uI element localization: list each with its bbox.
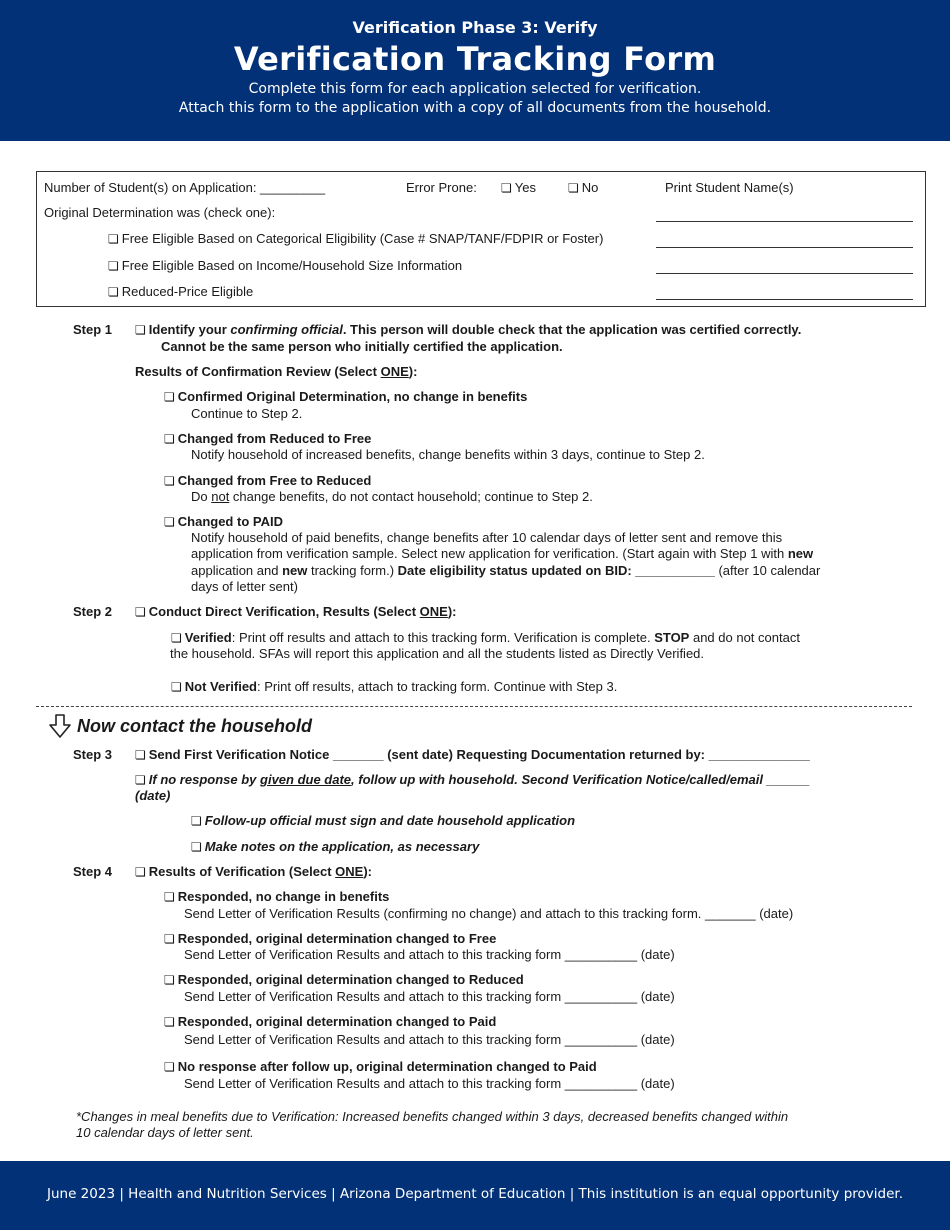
orig-determination-label: Original Determination was (check one): bbox=[44, 205, 276, 220]
num-students-field[interactable]: Number of Student(s) on Application: _________ bbox=[44, 180, 326, 195]
step-2-label: Step 2 bbox=[73, 604, 113, 619]
subtitle-2: Attach this form to the application with a copy of all documents from the household. bbox=[178, 100, 772, 116]
paid-desc-line-3 bbox=[191, 563, 820, 579]
paid-l3-new: new bbox=[282, 563, 308, 578]
free-to-reduced-desc bbox=[191, 489, 593, 505]
reduced-price-checkbox[interactable]: ❏ Reduced-Price Eligible bbox=[108, 284, 253, 300]
step-2-c: ): bbox=[447, 604, 457, 619]
no-response-checkbox[interactable]: ❏ No response after follow up, original determination changed to Paid bbox=[164, 1059, 597, 1075]
ftr-c: change benefits, do not contact household; continue to Step 2. bbox=[229, 489, 593, 504]
s4-one: ONE bbox=[335, 864, 364, 879]
changed-paid-desc: Send Letter of Verification Results and attach to this tracking form __________ (date) bbox=[184, 1032, 675, 1047]
free-to-reduced-checkbox[interactable]: ❏ Changed from Free to Reduced bbox=[164, 473, 371, 489]
footer-text: June 2023 | Health and Nutrition Services | Arizona Department of Education | This institution is an equal opportunity provider. bbox=[46, 1186, 904, 1202]
step-1-text-a: Identify your bbox=[148, 322, 231, 337]
student-name-line-3[interactable] bbox=[656, 273, 913, 274]
paid-desc-line-2 bbox=[191, 546, 813, 562]
bid-date-field[interactable]: Date eligibility status updated on BID: ___________ bbox=[397, 563, 715, 578]
verified-line-2: the household. SFAs will report this application and all the students listed as Directly Verified. bbox=[170, 646, 705, 661]
paid-l2-new: new bbox=[787, 546, 814, 561]
error-prone-yes-checkbox[interactable]: ❏ Yes bbox=[501, 180, 536, 196]
not-verified-title: Not Verified bbox=[184, 679, 258, 694]
section-divider bbox=[36, 706, 912, 707]
changed-reduced-checkbox[interactable]: ❏ Responded, original determination changed to Reduced bbox=[164, 972, 524, 988]
no-change-desc: Send Letter of Verification Results (confirming no change) and attach to this tracking form. _______ (date) bbox=[184, 906, 794, 921]
step-2-a: Conduct Direct Verification, Results (Select bbox=[148, 604, 420, 619]
second-notice-date: (date) bbox=[135, 788, 171, 803]
changed-free-desc: Send Letter of Verification Results and attach to this tracking form __________ (date) bbox=[184, 947, 675, 962]
subtitle-1: Complete this form for each application selected for verification. bbox=[248, 81, 702, 97]
changed-paid-checkbox[interactable]: ❏ Responded, original determination changed to Paid bbox=[164, 1014, 496, 1030]
student-name-line-1[interactable] bbox=[656, 221, 913, 222]
s4-a: Results of Verification (Select bbox=[148, 864, 336, 879]
results-text-c: ): bbox=[408, 364, 418, 379]
changed-to-paid-checkbox[interactable]: ❏ Changed to PAID bbox=[164, 514, 283, 530]
header-banner bbox=[0, 0, 950, 141]
not-verified-desc: : Print off results, attach to tracking form. Continue with Step 3. bbox=[257, 679, 618, 694]
confirmed-original-desc: Continue to Step 2. bbox=[191, 406, 303, 421]
step-2-checkbox[interactable] bbox=[135, 604, 457, 620]
student-name-line-4[interactable] bbox=[656, 299, 913, 300]
s3-a: If no response by bbox=[148, 772, 261, 787]
step-1-checkbox[interactable] bbox=[135, 322, 801, 338]
paid-l3c: tracking form.) bbox=[307, 563, 398, 578]
second-notice-checkbox[interactable] bbox=[135, 772, 810, 788]
phase-label: Verification Phase 3: Verify bbox=[352, 18, 598, 37]
reduced-to-free-desc: Notify household of increased benefits, change benefits within 3 days, continue to Step 2. bbox=[191, 447, 705, 462]
no-response-desc: Send Letter of Verification Results and attach to this tracking form __________ (date) bbox=[184, 1076, 675, 1091]
benefits-note-line-2: 10 calendar days of letter sent. bbox=[76, 1125, 254, 1140]
verified-checkbox[interactable] bbox=[171, 630, 800, 646]
verified-stop: STOP bbox=[654, 630, 690, 645]
s3-due-date: given due date bbox=[260, 772, 352, 787]
paid-l3e: (after 10 calendar bbox=[714, 563, 821, 578]
paid-l3a: application and bbox=[191, 563, 283, 578]
results-one: ONE bbox=[380, 364, 409, 379]
verified-a: : Print off results and attach to this tracking form. Verification is complete. bbox=[231, 630, 655, 645]
arrow-down-icon bbox=[48, 713, 72, 739]
step-1-text-c: . This person will double check that the application was certified correctly. bbox=[342, 322, 802, 337]
page-title: Verification Tracking Form bbox=[233, 40, 717, 78]
step-3-label: Step 3 bbox=[73, 747, 113, 762]
not-verified-checkbox[interactable] bbox=[171, 679, 617, 695]
step-2-one: ONE bbox=[419, 604, 448, 619]
ftr-a: Do bbox=[191, 489, 212, 504]
benefits-note-line-1: *Changes in meal benefits due to Verification: Increased benefits changed within 3 days, decreased benefits changed within bbox=[76, 1109, 789, 1124]
step-1-label: Step 1 bbox=[73, 322, 113, 337]
step-4-label: Step 4 bbox=[73, 864, 113, 879]
s4-c: ): bbox=[363, 864, 372, 879]
contact-household-heading: Now contact the household bbox=[77, 716, 313, 736]
no-change-checkbox[interactable]: ❏ Responded, no change in benefits bbox=[164, 889, 389, 905]
footer-banner bbox=[0, 1161, 950, 1230]
first-notice-checkbox[interactable]: ❏ Send First Verification Notice _______ (sent date) Requesting Documentation returned by: ______________ bbox=[135, 747, 810, 763]
paid-desc-line-1: Notify household of paid benefits, change benefits after 10 calendar days of letter sent and remove this bbox=[191, 530, 783, 545]
confirmed-original-checkbox[interactable]: ❏ Confirmed Original Determination, no change in benefits bbox=[164, 389, 527, 405]
ftr-not: not bbox=[211, 489, 230, 504]
print-names-label: Print Student Name(s) bbox=[665, 180, 794, 195]
paid-l2a: application from verification sample. Select new application for verification. (Start again with Step 1 with bbox=[191, 546, 788, 561]
paid-desc-line-4: days of letter sent) bbox=[191, 579, 298, 594]
changed-free-checkbox[interactable]: ❏ Responded, original determination changed to Free bbox=[164, 931, 496, 947]
verified-title: Verified bbox=[184, 630, 232, 645]
s3-c: , follow up with household. Second Verification Notice/called/email ______ bbox=[351, 772, 811, 787]
income-eligibility-checkbox[interactable]: ❏ Free Eligible Based on Income/Household Size Information bbox=[108, 258, 462, 274]
make-notes-checkbox[interactable]: ❏ Make notes on the application, as necessary bbox=[191, 839, 479, 855]
changed-reduced-desc: Send Letter of Verification Results and attach to this tracking form __________ (date) bbox=[184, 989, 675, 1004]
confirmation-results-heading bbox=[135, 364, 417, 380]
student-name-line-2[interactable] bbox=[656, 247, 913, 248]
results-text-a: Results of Confirmation Review (Select bbox=[135, 364, 381, 379]
step-4-checkbox[interactable] bbox=[135, 864, 372, 880]
reduced-to-free-checkbox[interactable]: ❏ Changed from Reduced to Free bbox=[164, 431, 371, 447]
confirming-official-text: confirming official bbox=[230, 322, 343, 337]
error-prone-label: Error Prone: bbox=[406, 180, 477, 195]
error-prone-no-checkbox[interactable]: ❏ No bbox=[568, 180, 598, 196]
categorical-eligibility-checkbox[interactable]: ❏ Free Eligible Based on Categorical Eligibility (Case # SNAP/TANF/FDPIR or Foster) bbox=[108, 231, 603, 247]
step-1-line-2: Cannot be the same person who initially certified the application. bbox=[161, 339, 563, 354]
followup-sign-checkbox[interactable]: ❏ Follow-up official must sign and date household application bbox=[191, 813, 575, 829]
application-info-box bbox=[36, 171, 926, 307]
verified-c: and do not contact bbox=[689, 630, 800, 645]
